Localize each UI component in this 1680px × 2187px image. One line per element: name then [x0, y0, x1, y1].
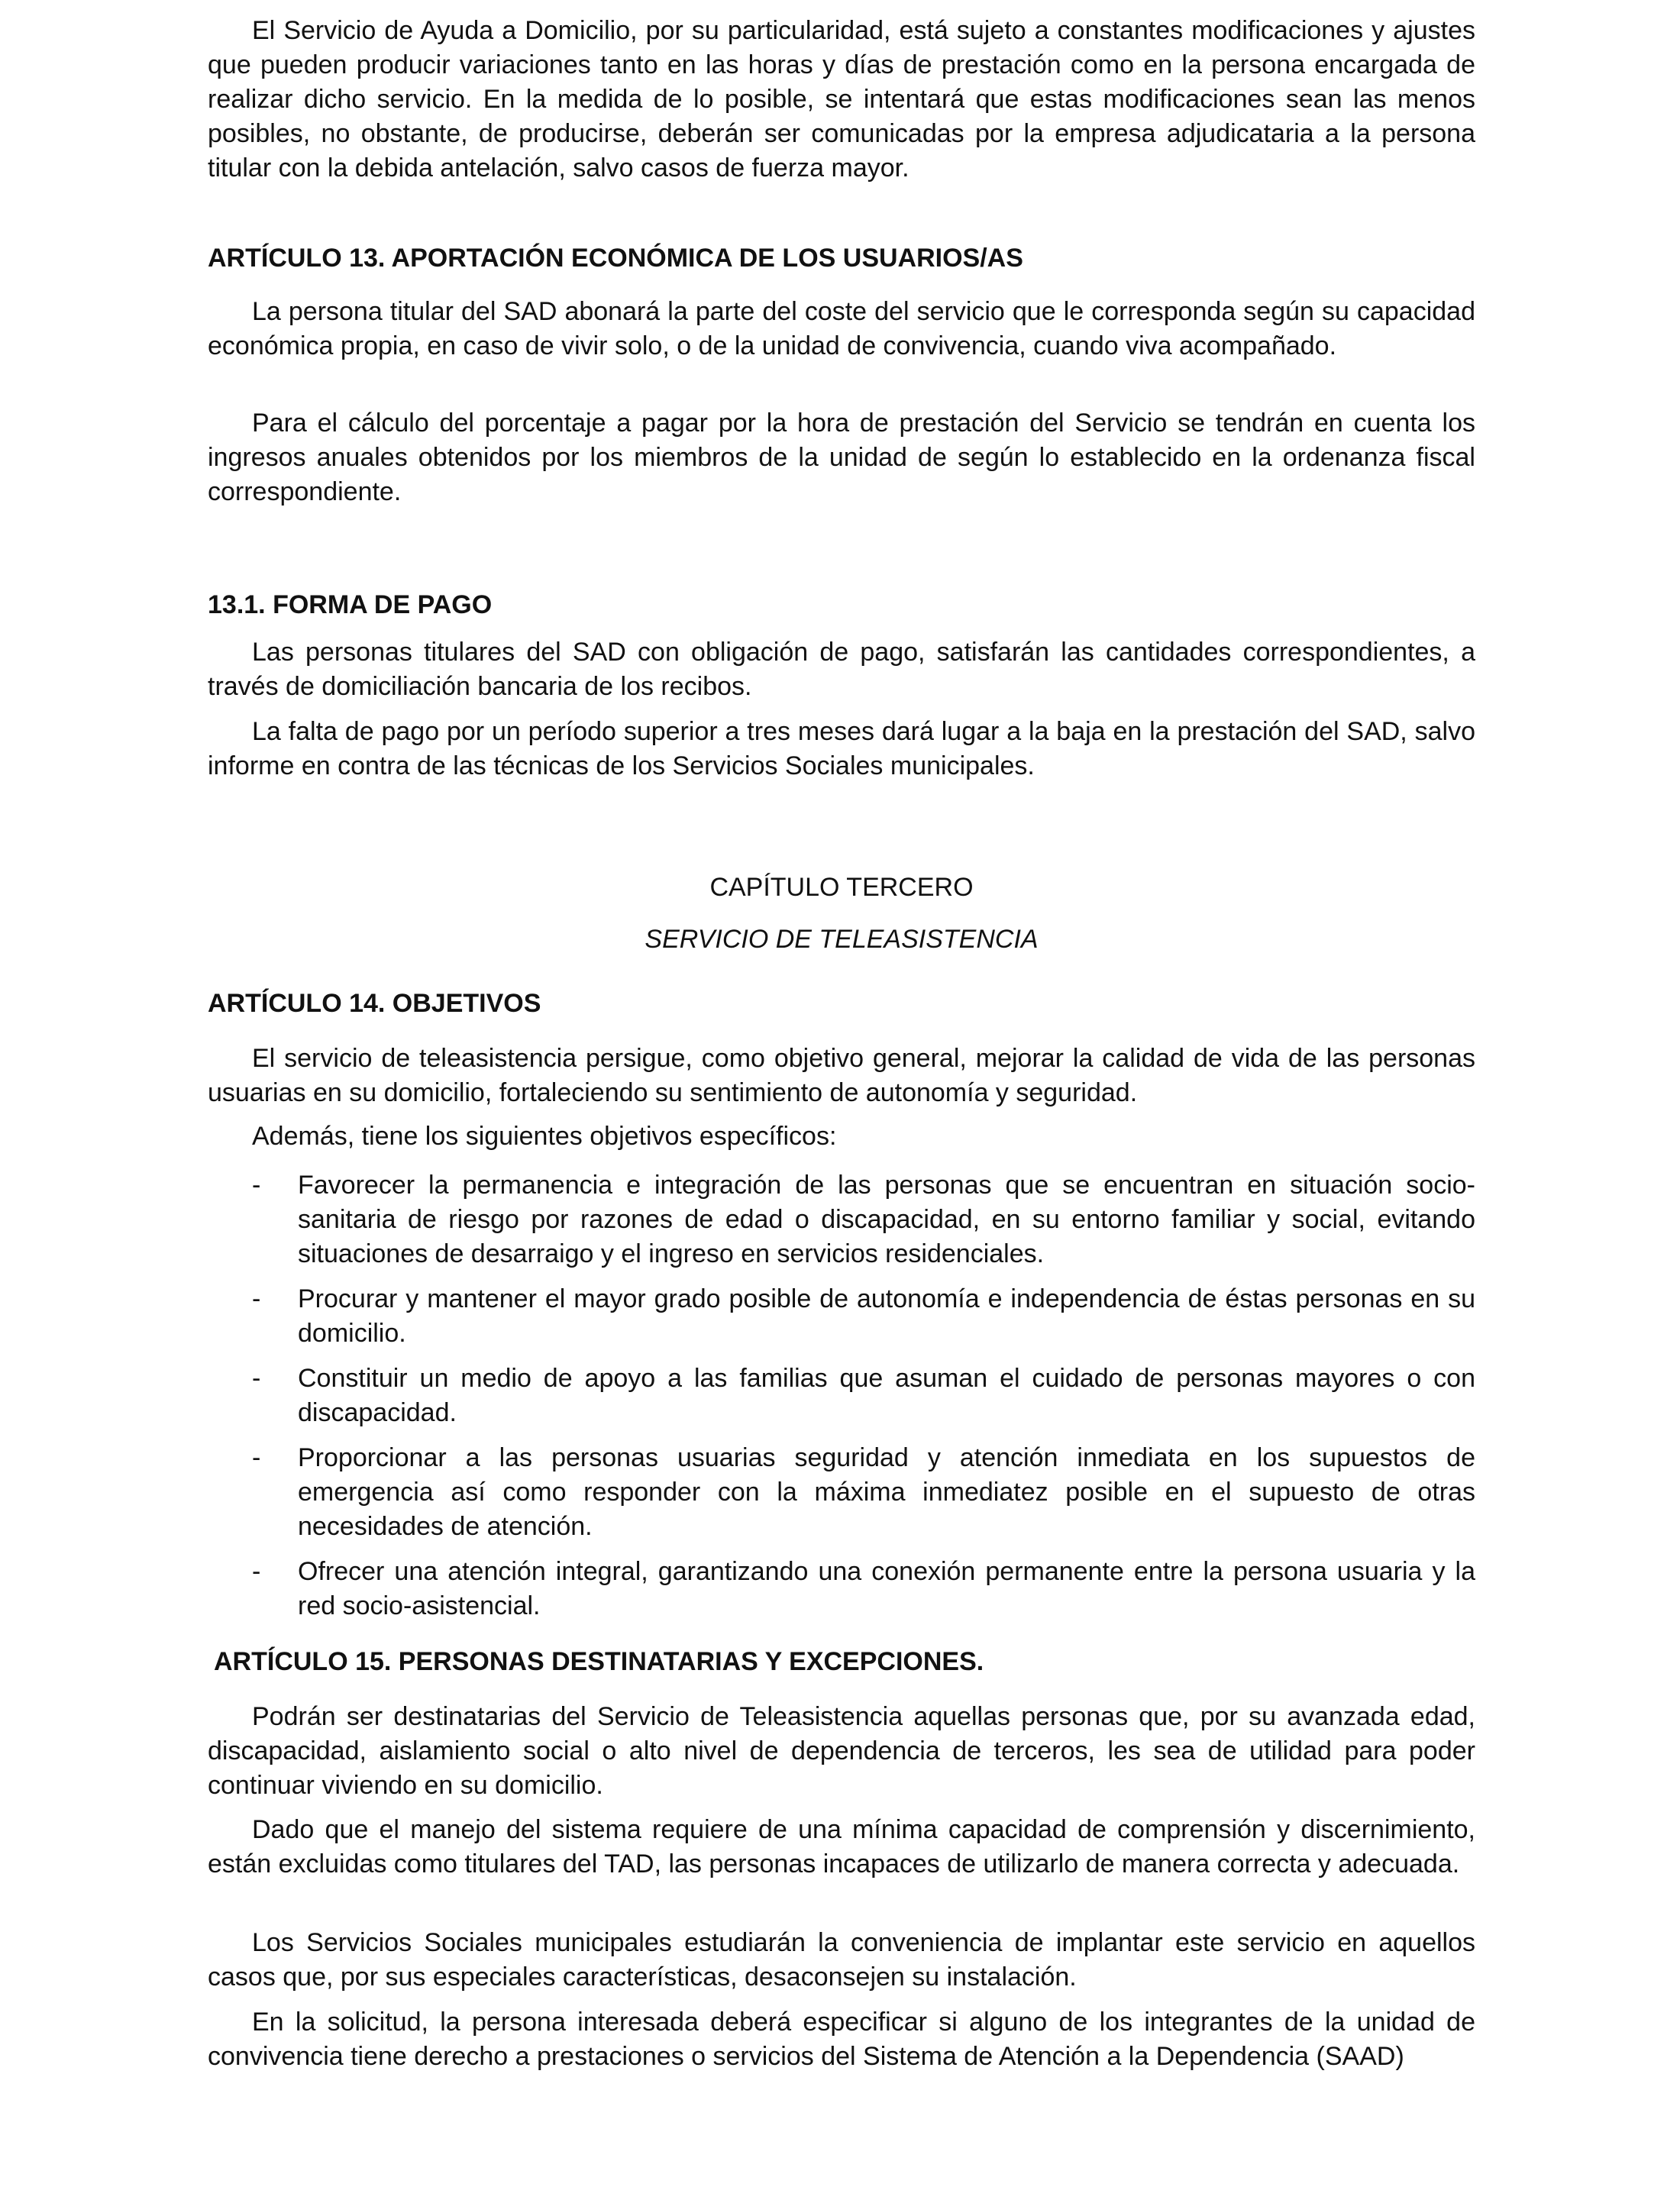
- article-15-heading: ARTÍCULO 15. PERSONAS DESTINATARIAS Y EXCEPCIONES.: [214, 1647, 984, 1676]
- article-13-paragraph-2: Para el cálculo del porcentaje a pagar por la hora de prestación del Servicio se tendrán en cuenta los ingresos anuales obtenidos por los miembros de la unidad de según lo establecido en la ordenanza fiscal correspondiente.: [208, 409, 1475, 506]
- dash-bullet: -: [252, 1364, 261, 1393]
- section-13-1-paragraph-1: Las personas titulares del SAD con obligación de pago, satisfarán las cantidades correspondientes, a través de domiciliación bancaria de los recibos.: [208, 638, 1475, 701]
- list-item-text: Proporcionar a las personas usuarias seguridad y atención inmediata en los supuestos de emergencia así como responder con la máxima inmediatez posible en el supuesto de otras necesidades de atención.: [298, 1443, 1475, 1541]
- list-item: [208, 1441, 1475, 1544]
- article-14-paragraph-2: Además, tiene los siguientes objetivos específicos:: [252, 1122, 837, 1151]
- article-13-heading: ARTÍCULO 13. APORTACIÓN ECONÓMICA DE LOS USUARIOS/AS: [208, 244, 1023, 273]
- dash-bullet: -: [252, 1557, 261, 1586]
- chapter-subtitle: SERVICIO DE TELEASISTENCIA: [645, 925, 1039, 954]
- list-item: [208, 1362, 1475, 1430]
- article-15-paragraph-4: En la solicitud, la persona interesada deberá especificar si alguno de los integrantes de la unidad de convivencia tiene derecho a prestaciones o servicios del Sistema de Atención a la Dependencia (SAAD): [208, 2008, 1475, 2071]
- article-15-paragraph-1: Podrán ser destinatarias del Servicio de Teleasistencia aquellas personas que, por su avanzada edad, discapacidad, aislamiento social o alto nivel de dependencia de terceros, les sea de utilidad para poder continuar viviendo en su domicilio.: [208, 1702, 1475, 1800]
- list-item: [208, 1282, 1475, 1351]
- intro-paragraph: El Servicio de Ayuda a Domicilio, por su particularidad, está sujeto a constantes modificaciones y ajustes que pueden producir variaciones tanto en las horas y días de prestación como en la persona encargada de realizar dicho servicio. En la medida de lo posible, se intentará que estas modificaciones sean las menos posibles, no obstante, de producirse, deberán ser comunicadas por la empresa adjudicataria a la persona titular con la debida antelación, salvo casos de fuerza mayor.: [208, 16, 1475, 183]
- dash-bullet: -: [252, 1284, 261, 1313]
- list-item-text: Favorecer la permanencia e integración de las personas que se encuentran en situación socio-sanitaria de riesgo por razones de edad o discapacidad, en su entorno familiar y social, evitando situaciones de desarraigo y el ingreso en servicios residenciales.: [298, 1171, 1475, 1268]
- objectives-list: [208, 1168, 1475, 1634]
- article-14-paragraph-1: El servicio de teleasistencia persigue, como objetivo general, mejorar la calidad de vida de las personas usuarias en su domicilio, fortaleciendo su sentimiento de autonomía y seguridad.: [208, 1044, 1475, 1107]
- list-item: [208, 1168, 1475, 1271]
- list-item-text: Procurar y mantener el mayor grado posible de autonomía e independencia de éstas personas en su domicilio.: [298, 1284, 1475, 1348]
- article-15-paragraph-3: Los Servicios Sociales municipales estudiarán la conveniencia de implantar este servicio en aquellos casos que, por sus especiales características, desaconsejen su instalación.: [208, 1928, 1475, 1992]
- section-13-1-paragraph-2: La falta de pago por un período superior a tres meses dará lugar a la baja en la prestación del SAD, salvo informe en contra de las técnicas de los Servicios Sociales municipales.: [208, 717, 1475, 780]
- dash-bullet: -: [252, 1171, 261, 1200]
- article-13-paragraph-1: La persona titular del SAD abonará la parte del coste del servicio que le corresponda según su capacidad económica propia, en caso de vivir solo, o de la unidad de convivencia, cuando viva acompañado.: [208, 297, 1475, 360]
- article-15-paragraph-2: Dado que el manejo del sistema requiere de una mínima capacidad de comprensión y discernimiento, están excluidas como titulares del TAD, las personas incapaces de utilizarlo de manera correcta y adecuada.: [208, 1815, 1475, 1878]
- list-item-text: Constituir un medio de apoyo a las familias que asuman el cuidado de personas mayores o con discapacidad.: [298, 1364, 1475, 1427]
- article-14-heading: ARTÍCULO 14. OBJETIVOS: [208, 989, 541, 1018]
- section-13-1-heading: 13.1. FORMA DE PAGO: [208, 590, 493, 619]
- chapter-title: CAPÍTULO TERCERO: [709, 873, 974, 902]
- list-item: [208, 1555, 1475, 1623]
- dash-bullet: -: [252, 1443, 261, 1472]
- list-item-text: Ofrecer una atención integral, garantizando una conexión permanente entre la persona usuaria y la red socio-asistencial.: [298, 1557, 1475, 1620]
